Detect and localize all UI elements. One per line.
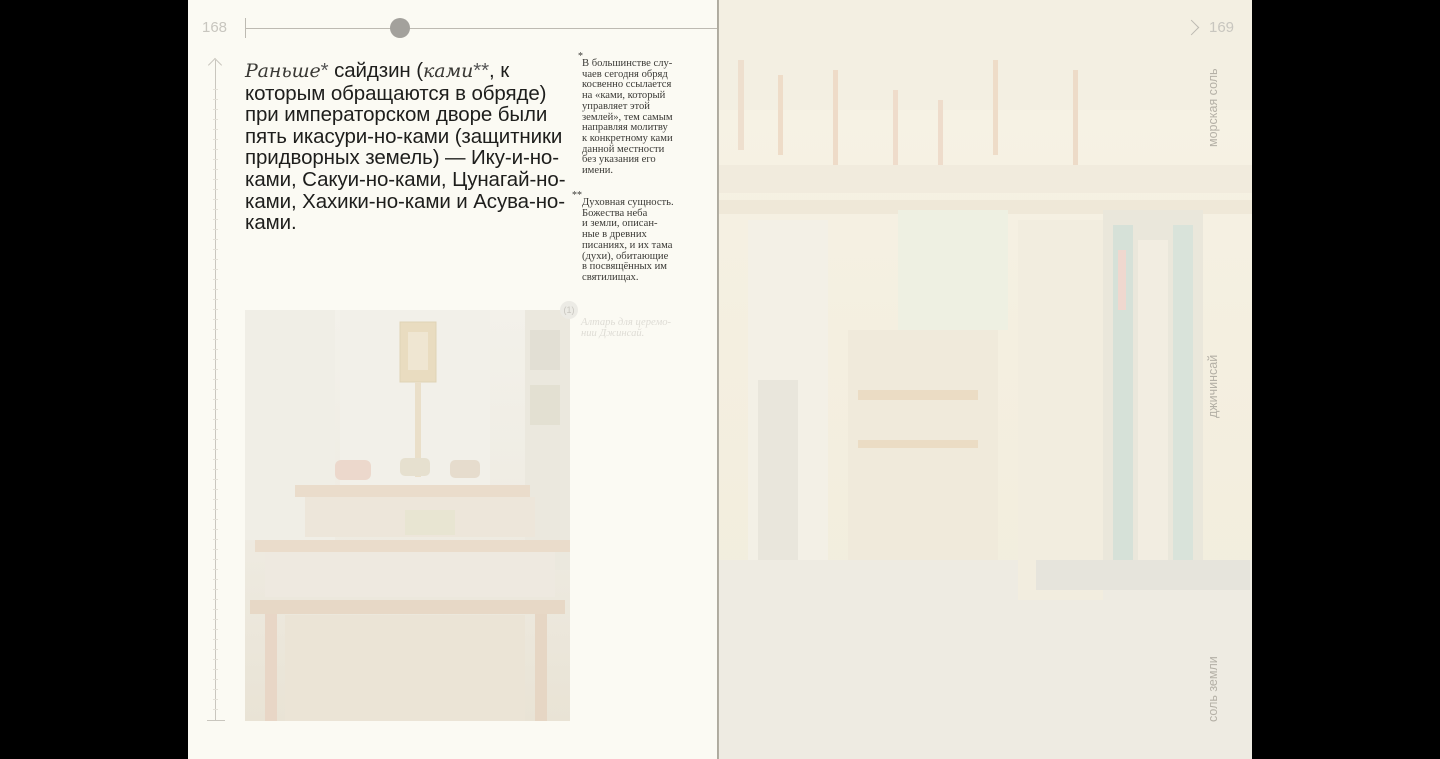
photo-caption (581, 318, 681, 339)
side-label-jichinsai: джичинсай (1206, 354, 1220, 418)
term-saijin: Раньше (245, 60, 321, 82)
page-number-left: 168 (202, 19, 228, 36)
footnote-marker-2: ** (572, 190, 582, 201)
left-page (188, 0, 718, 759)
progress-handle[interactable] (390, 18, 410, 38)
footnote-1-line: землей», тем самым (582, 111, 673, 123)
ceremony-photo (718, 0, 1252, 759)
footnote-1-line: управляет этой (582, 100, 650, 112)
footnote-2-line: Божества неба (582, 207, 648, 219)
page-number-right: 169 (1209, 19, 1235, 36)
photo-caption-line: нии Джинсай. (581, 327, 645, 339)
footnote-1-line: имени. (582, 165, 614, 177)
footnote-ref-2[interactable]: ** (473, 59, 490, 82)
footnote-2 (582, 198, 674, 284)
footnote-1-line: к конкретному ками (582, 132, 673, 144)
caption-number-badge: (1) (560, 301, 578, 319)
footnote-1-line: направляя молитву (582, 122, 668, 134)
book-spread (188, 0, 1252, 759)
footnote-1-line: без указания его (582, 154, 656, 166)
footnote-ref-1[interactable]: * (320, 59, 329, 82)
main-paragraph (245, 60, 575, 234)
ruler-ticks (213, 80, 218, 710)
footnote-2-line: Духовная сущность. (582, 197, 674, 208)
photo-caption-line: Алтарь для церемо- (581, 317, 672, 328)
footnote-1-line: данной местности (582, 143, 665, 155)
ruler-base (207, 720, 225, 721)
footnote-1-line: чаев сегодня обряд (582, 68, 668, 80)
footnote-2-line: (духи), обитающие (582, 250, 669, 262)
footnote-2-line: и земли, описан- (582, 218, 658, 230)
page-gutter (717, 0, 719, 759)
footnote-marker-1: * (578, 51, 583, 62)
footnote-2-line: в посвящённых им (582, 261, 667, 273)
footnote-1-line: на «ками, который (582, 90, 666, 102)
paragraph-part-2: , к которым обращаются в обряде) при императорском дворе были пять икасури-но-ками (защитники придворных земель) — Ику-и-но-ками, Сакуи-но-ками, Цунагай-но-ками, Хахики-но-ками и Асува-но-ками. (245, 59, 566, 235)
side-label-earth-salt: соль земли (1206, 656, 1220, 722)
footnote-1-line: В большинстве слу- (582, 58, 673, 69)
footnote-1-line: косвенно ссылается (582, 79, 672, 91)
right-page (718, 0, 1252, 759)
altar-photo (245, 310, 570, 721)
side-label-sea-salt: морская соль (1206, 68, 1220, 147)
altar-photo-illustration (245, 310, 570, 721)
paragraph-part-1: сайдзин ( (328, 59, 423, 82)
footnote-2-line: ные в древних (582, 229, 647, 241)
term-kami: ками (422, 60, 474, 82)
footnote-2-line: святилищах. (582, 271, 639, 283)
footnote-2-line: писаниях, и их тама (582, 239, 673, 251)
footnote-1 (582, 59, 673, 177)
